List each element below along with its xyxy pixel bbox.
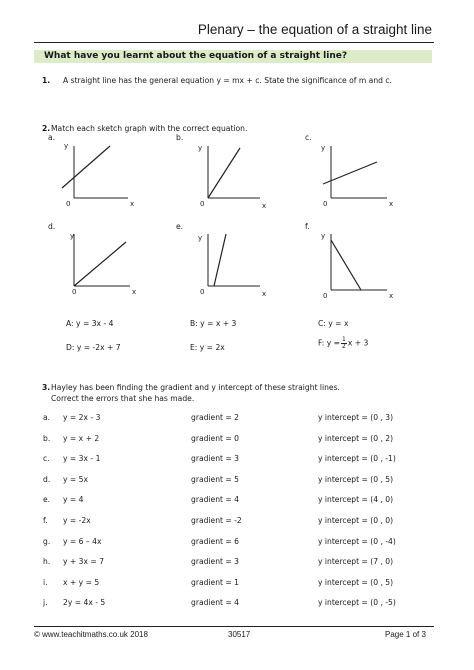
equation-f-fraction [341, 337, 347, 350]
sketch-graph-d [58, 228, 148, 298]
row-equation: y = 3x - 1 [63, 454, 101, 464]
footer-copyright: © www.teachitmaths.co.uk 2018 [34, 630, 148, 639]
row-equation: y = 2x - 3 [63, 413, 101, 422]
header-rule [34, 42, 434, 43]
q3-line1: Hayley has been finding the gradient and y intercept of these straight lines. [51, 383, 340, 392]
graph-d-origin: 0 [72, 288, 77, 296]
row-intercept: y intercept = (7 , 0) [318, 557, 394, 567]
graph-b-y-label: y [198, 144, 203, 152]
graph-d-x-label: x [132, 288, 137, 296]
row-equation: y = 4 [63, 495, 84, 505]
equation-e: E: y = 2x [190, 343, 225, 352]
row-gradient: gradient = 6 [191, 536, 240, 546]
graph-d-label: d. [48, 222, 56, 231]
row-gradient: gradient = 4 [191, 495, 240, 505]
equation-d: D: y = -2x + 7 [66, 343, 121, 352]
row-intercept: y intercept = (4 , 0) [318, 495, 394, 505]
equation-c: C: y = x [318, 319, 349, 328]
sketch-graph-b [192, 140, 282, 210]
row-letter: b. [43, 433, 51, 443]
row-equation: y = 6 – 4x [63, 536, 102, 546]
graph-e-y-label: y [198, 234, 203, 242]
row-gradient: gradient = -2 [191, 516, 242, 525]
row-gradient: gradient = 4 [191, 598, 240, 608]
graph-a-origin: 0 [66, 200, 71, 208]
row-equation: y = -2x [63, 516, 91, 525]
graph-f-y-label: y [321, 232, 326, 240]
row-letter: c. [43, 454, 50, 464]
row-letter: d. [43, 474, 51, 484]
graph-c-origin: 0 [323, 200, 328, 208]
graph-c-x-label: x [389, 200, 394, 208]
equation-f-prefix: F: y = [318, 338, 341, 348]
graph-d-line [74, 242, 126, 286]
sketch-graph-f [313, 228, 403, 298]
q1-text: A straight line has the general equation y = mx + c. State the significance of m and c. [63, 76, 392, 85]
row-gradient: gradient = 5 [191, 474, 240, 484]
document-title: Plenary – the equation of a straight line [197, 22, 432, 37]
graph-c-y-label: y [321, 144, 326, 152]
sketch-graph-e [192, 228, 282, 298]
row-letter: a. [43, 413, 51, 422]
row-intercept: y intercept = (0 , 3) [318, 413, 394, 422]
q2-text: Match each sketch graph with the correct equation. [51, 124, 248, 133]
footer-rule [34, 626, 434, 627]
q3-line2: Correct the errors that she has made. [51, 394, 195, 403]
row-equation: y = 5x [63, 474, 89, 484]
graph-b-x-label: x [262, 202, 267, 210]
row-equation: y + 3x = 7 [63, 557, 105, 567]
graph-a-label: a. [48, 133, 56, 142]
section-heading: What have you learnt about the equation of a straight line? [44, 51, 348, 61]
graph-f-line [331, 240, 361, 290]
graph-a-line [62, 146, 110, 188]
graph-e-origin: 0 [200, 288, 205, 296]
row-equation: y = x + 2 [63, 433, 100, 443]
row-gradient: gradient = 2 [191, 413, 240, 422]
equation-b: B: y = x + 3 [190, 319, 237, 328]
row-intercept: y intercept = (0 , 5) [318, 474, 394, 484]
graph-e-x-label: x [262, 290, 267, 298]
q1-number: 1. [42, 76, 51, 85]
row-gradient: gradient = 1 [191, 577, 240, 587]
row-intercept: y intercept = (0 , -5) [318, 598, 396, 608]
graph-f-label: f. [305, 222, 310, 231]
fraction-denominator: 2 [342, 343, 346, 350]
row-intercept: y intercept = (0 , 0) [318, 516, 394, 525]
sketch-graph-a [58, 140, 148, 210]
row-letter: j. [43, 598, 48, 608]
row-gradient: gradient = 3 [191, 557, 240, 567]
row-letter: h. [43, 557, 51, 567]
footer-code: 30517 [228, 630, 251, 639]
graph-b-label: b. [176, 133, 184, 142]
row-letter: g. [43, 536, 51, 546]
graph-b-origin: 0 [200, 200, 205, 208]
q3-number: 3. [42, 383, 51, 392]
graph-b-line [208, 148, 240, 198]
equation-a: A: y = 3x - 4 [66, 319, 114, 328]
row-equation: 2y = 4x - 5 [63, 598, 106, 608]
row-intercept: y intercept = (0 , -1) [318, 454, 396, 464]
row-gradient: gradient = 0 [191, 433, 240, 443]
fraction-numerator: 1 [342, 336, 346, 343]
equation-f-suffix: x + 3 [347, 338, 369, 348]
footer-page: Page 1 of 3 [385, 630, 426, 639]
sketch-graph-c [313, 140, 403, 210]
row-letter: e. [43, 495, 51, 505]
q2-number: 2. [42, 124, 51, 133]
graph-f-origin: 0 [323, 292, 328, 300]
row-intercept: y intercept = (0 , 5) [318, 577, 394, 587]
row-gradient: gradient = 3 [191, 454, 240, 464]
graph-e-label: e. [176, 222, 184, 231]
graph-a-y-label: y [64, 142, 69, 150]
row-letter: f. [43, 516, 48, 525]
row-letter: i. [43, 577, 48, 587]
graph-e-line [214, 234, 226, 286]
graph-d-y-label: y [70, 232, 75, 240]
row-intercept: y intercept = (0 , -4) [318, 536, 396, 546]
row-equation: x + y = 5 [63, 577, 100, 587]
graph-f-x-label: x [389, 292, 394, 300]
row-intercept: y intercept = (0 , 2) [318, 433, 394, 443]
equation-f [318, 337, 368, 350]
graph-c-label: c. [305, 133, 312, 142]
graph-a-x-label: x [130, 200, 135, 208]
